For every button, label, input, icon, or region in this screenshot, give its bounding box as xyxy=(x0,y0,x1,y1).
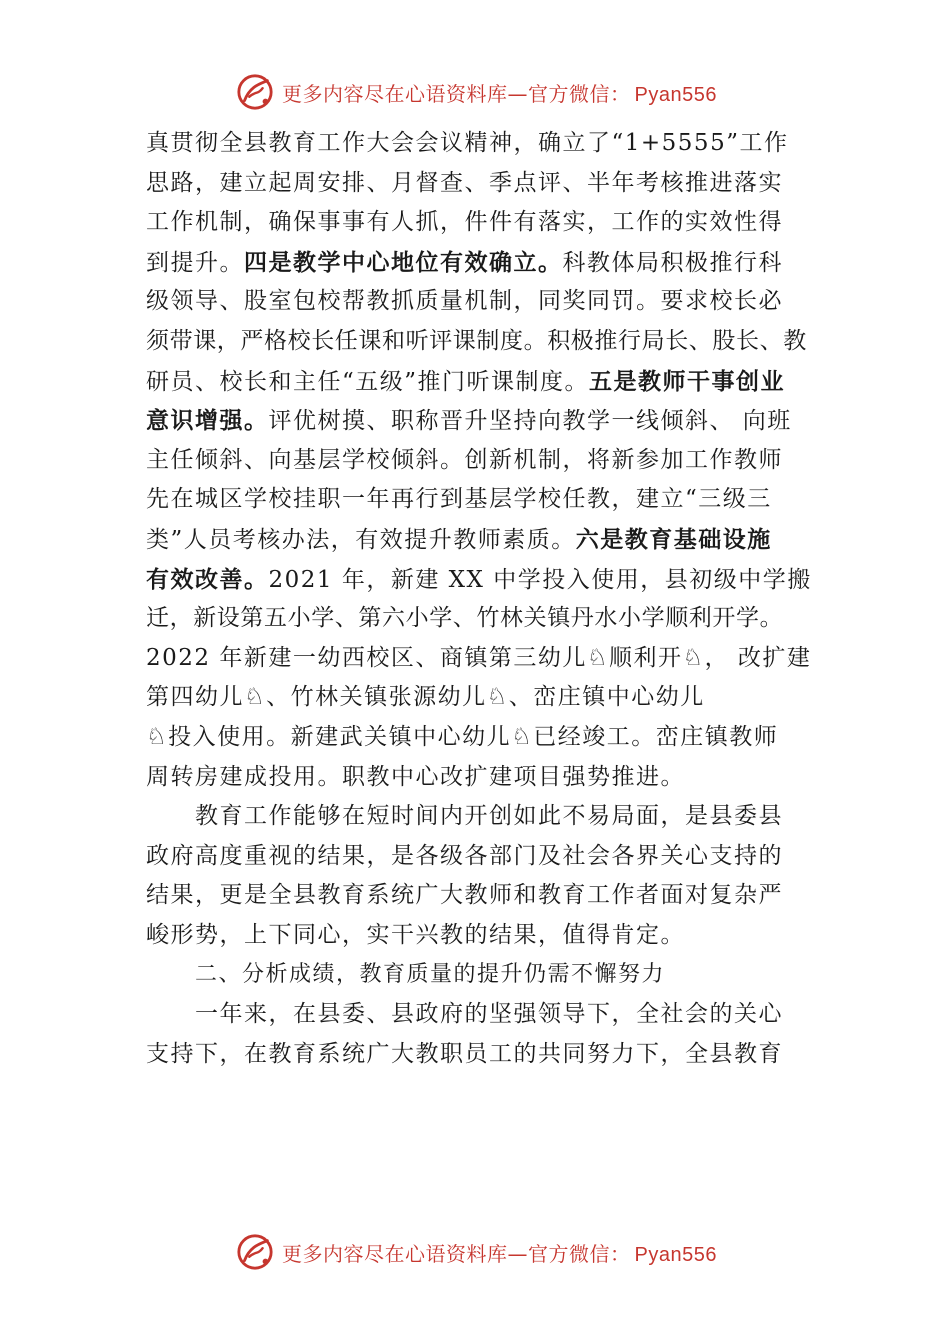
watermark-text: 更多内容尽在心语资料库—官方微信： Pyan556 xyxy=(282,1241,717,1266)
text-run: 科教体局积极推行科 xyxy=(562,249,783,276)
text-run: 主任倾斜、向基层学校倾斜。创新机制，将新参加工作教师 xyxy=(146,446,783,473)
text-run: 一年来，在县委、县政府的坚强领导下，全社会的关心 xyxy=(195,1001,783,1028)
text-run: 2022 年新建一幼西校区、商镇第三幼儿♘顺利开♘， 改扩建 xyxy=(146,644,812,671)
text-line xyxy=(146,282,826,322)
text-line xyxy=(146,401,826,441)
text-line xyxy=(146,758,826,798)
text-run: 结果，更是全县教育系统广大教师和教育工作者面对复杂严 xyxy=(146,882,783,909)
section-heading xyxy=(146,955,826,995)
text-run: 政府高度重视的结果，是各级各部门及社会各界关心支持的 xyxy=(146,842,783,869)
text-line xyxy=(146,124,826,164)
text-run: 第四幼儿♘、竹林关镇张源幼儿♘、峦庄镇中心幼儿 xyxy=(146,684,705,711)
text-line xyxy=(146,1035,826,1075)
text-run: 工作机制，确保事事有人抓，件件有落实，工作的实效性得 xyxy=(146,209,783,236)
text-run: 二、分析成绩，教育质量的提升仍需不懈努力 xyxy=(195,962,666,988)
text-line xyxy=(146,362,826,402)
text-line xyxy=(146,164,826,204)
text-run: 须带课，严格校长任课和听评课制度。积极推行局长、股长、教 xyxy=(146,327,807,354)
text-run: 级领导、股室包校帮教抓质量机制，同奖同罚。要求校长必 xyxy=(146,288,783,315)
text-run: 峻形势，上下同心，实干兴教的结果，值得肯定。 xyxy=(146,921,685,948)
text-line xyxy=(146,480,826,520)
brand-logo-icon xyxy=(236,73,274,111)
text-line xyxy=(146,322,826,362)
text-line xyxy=(146,678,826,718)
text-run: 思路，建立起周安排、月督查、季点评、半年考核推进落实 xyxy=(146,169,783,196)
text-line xyxy=(146,797,826,837)
text-run: ♘投入使用。新建武关镇中心幼儿♘已经竣工。峦庄镇教师 xyxy=(146,723,779,750)
bold-phrase: 有效改善。 xyxy=(146,565,269,593)
text-line xyxy=(146,560,826,600)
text-run: 2021 年，新建 XX 中学投入使用，县初级中学搬 xyxy=(268,566,812,593)
text-line xyxy=(146,718,826,758)
text-line xyxy=(146,916,826,956)
text-line xyxy=(146,441,826,481)
text-run: 周转房建成投用。职教中心改扩建项目强势推进。 xyxy=(146,763,685,790)
watermark-text: 更多内容尽在心语资料库—官方微信： Pyan556 xyxy=(282,81,717,106)
text-run: 支持下，在教育系统广大教职员工的共同努力下，全县教育 xyxy=(146,1040,783,1067)
bold-phrase: 意识增强。 xyxy=(146,407,269,435)
text-line xyxy=(146,876,826,916)
text-line xyxy=(146,599,826,639)
text-run: 评优树摸、职称晋升坚持向教学一线倾斜、 向班 xyxy=(268,408,792,435)
bold-phrase: 四是教学中心地位有效确立。 xyxy=(244,248,563,276)
text-line xyxy=(146,520,826,560)
text-line xyxy=(146,203,826,243)
brand-logo-icon xyxy=(236,1233,274,1271)
bold-phrase: 五是教师干事创业 xyxy=(589,367,786,395)
text-line xyxy=(146,837,826,877)
document-body xyxy=(146,124,826,1074)
watermark-banner-top xyxy=(236,72,756,112)
text-run: 类”人员考核办法，有效提升教师素质。 xyxy=(146,526,576,553)
text-line xyxy=(146,995,826,1035)
wechat-id: Pyan556 xyxy=(634,83,717,106)
bold-phrase: 六是教育基础设施 xyxy=(575,525,772,553)
text-run: 先在城区学校挂职一年再行到基层学校任教，建立“三级三 xyxy=(146,486,772,513)
wechat-id: Pyan556 xyxy=(634,1243,717,1266)
text-line xyxy=(146,243,826,283)
text-run: 研员、校长和主任“五级”推门听课制度。 xyxy=(146,368,590,395)
watermark-banner-bottom xyxy=(236,1232,756,1272)
text-run: 真贯彻全县教育工作大会会议精神，确立了“1+5555”工作 xyxy=(146,130,789,156)
text-line xyxy=(146,639,826,679)
text-run: 到提升。 xyxy=(146,249,244,276)
text-run: 教育工作能够在短时间内开创如此不易局面，是县委县 xyxy=(195,803,783,830)
text-run: 迁，新设第五小学、第六小学、竹林关镇丹水小学顺利开学。 xyxy=(146,605,784,632)
